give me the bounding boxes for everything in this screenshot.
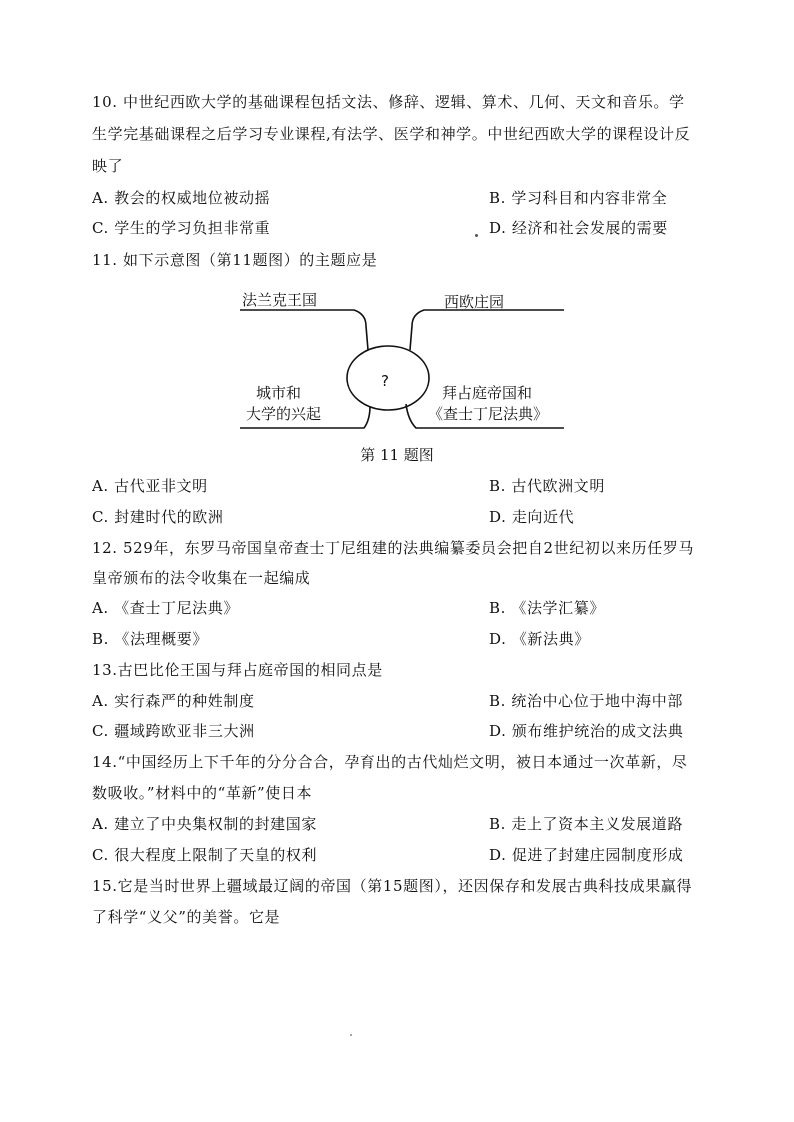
q12-option-a: A. 《查士丁尼法典》 (92, 599, 239, 617)
q14-option-b: B. 走上了资本主义发展道路 (489, 815, 683, 833)
q11-option-b: B. 古代欧洲文明 (489, 477, 605, 495)
q11-stem: 11. 如下示意图（第11题图）的主题应是 (92, 251, 378, 269)
q12-stem-line-2: 皇帝颁布的法令收集在一起编成 (92, 569, 311, 587)
q10-option-d: D. 经济和社会发展的需要 (489, 219, 668, 237)
figure-branch-top-right (410, 310, 564, 350)
q13-stem: 13.古巴比伦王国与拜占庭帝国的相同点是 (92, 661, 383, 679)
q14-option-d: D. 促进了封建庄园制度形成 (489, 846, 684, 864)
figure-center-question: ? (381, 372, 389, 390)
figure-label-byzantine-2: 《查士丁尼法典》 (428, 405, 549, 423)
q13-option-a: A. 实行森严的种姓制度 (92, 692, 255, 710)
q15-stem-line-1: 15.它是当时世界上疆域最辽阔的帝国（第15题图），还因保存和发展古典科技成果赢得 (92, 877, 693, 895)
q12-option-c: B. 《法理概要》 (92, 630, 208, 648)
figure-branch-top-left (240, 310, 368, 350)
q15-stem-line-2: 了科学“义父”的美誉。它是 (92, 908, 281, 926)
q10-option-c: C. 学生的学习负担非常重 (92, 219, 271, 237)
figure-label-frankish-kingdom: 法兰克王国 (242, 291, 318, 309)
q11-option-a: A. 古代亚非文明 (92, 477, 208, 495)
q12-stem-line-1: 12. 529年，东罗马帝国皇帝查士丁尼组建的法典编纂委员会把自2世纪初以来历任罗马 (92, 539, 695, 557)
q13-option-d: D. 颁布维护统治的成文法典 (489, 722, 684, 740)
q11-figure (236, 288, 568, 434)
q11-option-c: C. 封建时代的欧洲 (92, 508, 224, 526)
scan-dot (475, 234, 478, 237)
q10-option-b: B. 学习科目和内容非常全 (489, 189, 668, 207)
q13-option-b: B. 统治中心位于地中海中部 (489, 692, 683, 710)
q12-option-d: D. 《新法典》 (489, 630, 590, 648)
q11-option-d: D. 走向近代 (489, 508, 575, 526)
figure-label-cities-2: 大学的兴起 (246, 405, 322, 423)
q14-option-c: C. 很大程度上限制了天皇的权利 (92, 846, 318, 864)
q10-stem-line-3: 映了 (92, 157, 124, 175)
q13-option-c: C. 疆域跨欧亚非三大洲 (92, 722, 255, 740)
q10-stem-line-2: 生学完基础课程之后学习专业课程,有法学、医学和神学。中世纪西欧大学的课程设计反 (92, 125, 691, 143)
q14-stem-line-2: 数吸收。”材料中的“革新”使日本 (92, 784, 313, 802)
q11-figure-caption: 第 11 题图 (360, 446, 434, 464)
scan-dot-bottom (350, 1034, 352, 1036)
figure-label-byzantine-1: 拜占庭帝国和 (442, 384, 533, 402)
q14-option-a: A. 建立了中央集权制的封建国家 (92, 815, 317, 833)
q10-stem-line-1: 10. 中世纪西欧大学的基础课程包括文法、修辞、逻辑、算术、几何、天文和音乐。学 (92, 93, 685, 111)
figure-label-western-manor: 西欧庄园 (444, 293, 505, 311)
figure-label-cities-1: 城市和 (256, 384, 302, 402)
q10-option-a: A. 教会的权威地位被动摇 (92, 189, 271, 207)
q12-option-b: B. 《法学汇纂》 (489, 599, 605, 617)
q14-stem-line-1: 14.“中国经历上下千年的分分合合，孕育出的古代灿烂文明，被日本通过一次革新，尽 (92, 753, 688, 771)
